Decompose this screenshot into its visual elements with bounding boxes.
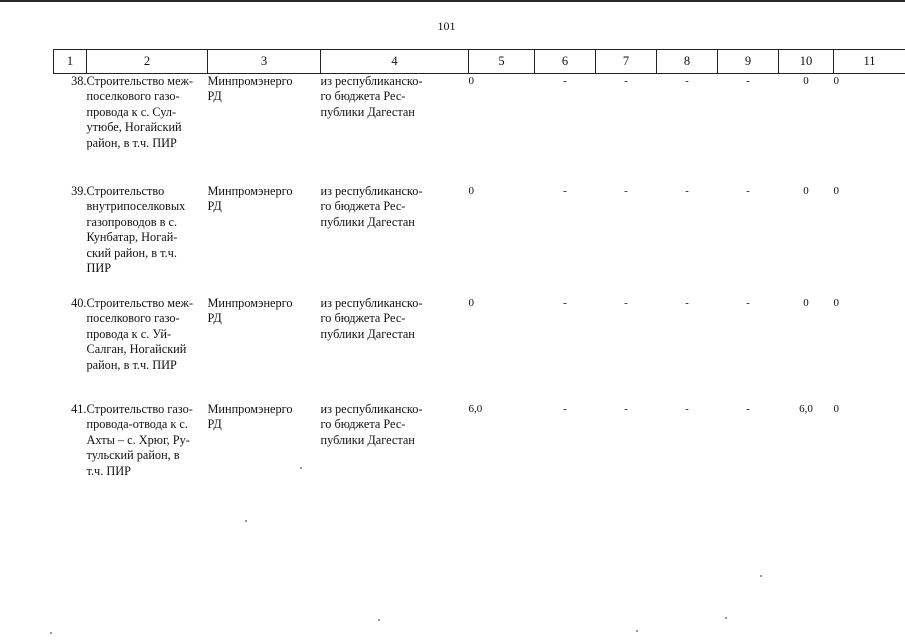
responsible-org <box>208 184 321 296</box>
responsible-org <box>208 402 321 512</box>
value-cell-5: 0 <box>468 185 474 197</box>
scan-speck <box>636 630 638 632</box>
value-cell-11: 0 <box>833 75 839 87</box>
value-cell-6: - <box>563 297 567 309</box>
project-name-line: утюбе, Ногайский <box>86 120 182 135</box>
project-name-line: ПИР <box>86 261 112 276</box>
org-line: РД <box>207 417 222 432</box>
project-name-line: провода к с. Сул- <box>86 104 177 119</box>
value-cell-8: - <box>685 403 689 415</box>
project-name-line: Ахты – с. Хрюг, Ру- <box>86 432 190 447</box>
source-line: го бюджета Рес- <box>320 89 406 104</box>
source-line: публики Дагестан <box>320 214 415 229</box>
project-name-line: Кунбатар, Ногай- <box>86 230 178 245</box>
funding-source <box>321 74 469 185</box>
column-header: 7 <box>596 50 657 74</box>
source-line: публики Дагестан <box>320 326 415 341</box>
project-name-line: провода-отвода к с. <box>86 417 188 432</box>
project-name-line: Строительство меж- <box>86 296 194 310</box>
column-header: 8 <box>657 50 718 74</box>
value-cell-7: - <box>624 403 628 415</box>
value-cell-10: 6,0 <box>799 403 813 415</box>
column-header: 1 <box>54 50 87 74</box>
funding-source <box>321 296 469 402</box>
value-cell-9: - <box>746 403 750 415</box>
source-line: публики Дагестан <box>320 432 415 447</box>
responsible-org <box>208 74 321 185</box>
scan-speck <box>50 632 52 634</box>
column-header: 10 <box>779 50 834 74</box>
org-line: Минпромэнерго <box>207 402 293 416</box>
funding-source <box>321 184 469 296</box>
project-name <box>87 184 208 296</box>
table-row <box>54 402 905 512</box>
column-header: 11 <box>834 50 905 74</box>
project-name-line: Салган, Ногайский <box>86 342 187 357</box>
column-header: 4 <box>321 50 469 74</box>
column-header: 5 <box>469 50 535 74</box>
org-line: РД <box>207 199 222 214</box>
value-cell-8: - <box>685 185 689 197</box>
org-line: Минпромэнерго <box>207 74 293 88</box>
row-number: 39. <box>71 184 87 198</box>
project-name <box>87 296 208 402</box>
org-line: РД <box>207 311 222 326</box>
project-name-line: поселкового газо- <box>86 311 180 326</box>
source-line: го бюджета Рес- <box>320 199 406 214</box>
value-cell-9: - <box>746 185 750 197</box>
org-line: Минпромэнерго <box>207 296 293 310</box>
responsible-org <box>208 296 321 402</box>
table-row <box>54 296 905 402</box>
project-name <box>87 402 208 512</box>
scan-speck <box>300 467 302 469</box>
table-row <box>54 74 905 185</box>
funding-source <box>321 402 469 512</box>
project-name-line: внутрипоселковых <box>86 199 186 214</box>
project-name <box>87 74 208 185</box>
scan-speck <box>760 575 762 577</box>
value-cell-5: 0 <box>468 75 474 87</box>
source-line: публики Дагестан <box>320 104 415 119</box>
source-line: из республиканско- <box>320 184 423 198</box>
value-cell-10: 0 <box>803 297 809 309</box>
page-number: 101 <box>437 19 456 33</box>
column-header: 9 <box>718 50 779 74</box>
org-line: Минпромэнерго <box>207 184 293 198</box>
value-cell-5: 6,0 <box>468 403 483 415</box>
project-name-line: Строительство меж- <box>86 74 194 88</box>
row-number: 41. <box>71 402 87 416</box>
row-number: 40. <box>71 296 87 310</box>
value-cell-10: 0 <box>803 75 809 87</box>
source-line: го бюджета Рес- <box>320 417 406 432</box>
project-name-line: Строительство <box>86 184 165 198</box>
column-header: 6 <box>535 50 596 74</box>
value-cell-8: - <box>685 297 689 309</box>
source-line: из республиканско- <box>320 74 423 88</box>
value-cell-10: 0 <box>803 185 809 197</box>
source-line: из республиканско- <box>320 296 423 310</box>
row-number: 38. <box>71 74 87 88</box>
org-line: РД <box>207 89 222 104</box>
table-row <box>54 184 905 296</box>
budget-table <box>53 49 905 512</box>
project-name-line: Строительство газо- <box>86 402 193 416</box>
value-cell-8: - <box>685 75 689 87</box>
value-cell-11: 0 <box>833 185 839 197</box>
value-cell-6: - <box>563 403 567 415</box>
column-header: 2 <box>87 50 208 74</box>
column-number-row <box>54 50 905 74</box>
project-name-line: поселкового газо- <box>86 89 180 104</box>
project-name-line: тульский район, в <box>86 448 180 463</box>
column-header: 3 <box>208 50 321 74</box>
value-cell-7: - <box>624 185 628 197</box>
value-cell-11: 0 <box>833 297 839 309</box>
value-cell-9: - <box>746 75 750 87</box>
value-cell-7: - <box>624 297 628 309</box>
source-line: из республиканско- <box>320 402 423 416</box>
value-cell-5: 0 <box>468 297 474 309</box>
scan-speck <box>245 520 247 522</box>
source-line: го бюджета Рес- <box>320 311 406 326</box>
project-name-line: район, в т.ч. ПИР <box>86 357 177 372</box>
scan-speck <box>725 617 727 619</box>
value-cell-7: - <box>624 75 628 87</box>
project-name-line: газопроводов в с. <box>86 214 178 229</box>
project-name-line: ский район, в т.ч. <box>86 245 177 260</box>
project-name-line: провода к с. Уй- <box>86 326 172 341</box>
project-name-line: район, в т.ч. ПИР <box>86 135 177 150</box>
project-name-line: т.ч. ПИР <box>86 463 131 478</box>
scan-edge <box>0 0 905 2</box>
scan-speck <box>378 619 380 621</box>
value-cell-11: 0 <box>833 403 839 415</box>
value-cell-6: - <box>563 185 567 197</box>
value-cell-9: - <box>746 297 750 309</box>
value-cell-6: - <box>563 75 567 87</box>
